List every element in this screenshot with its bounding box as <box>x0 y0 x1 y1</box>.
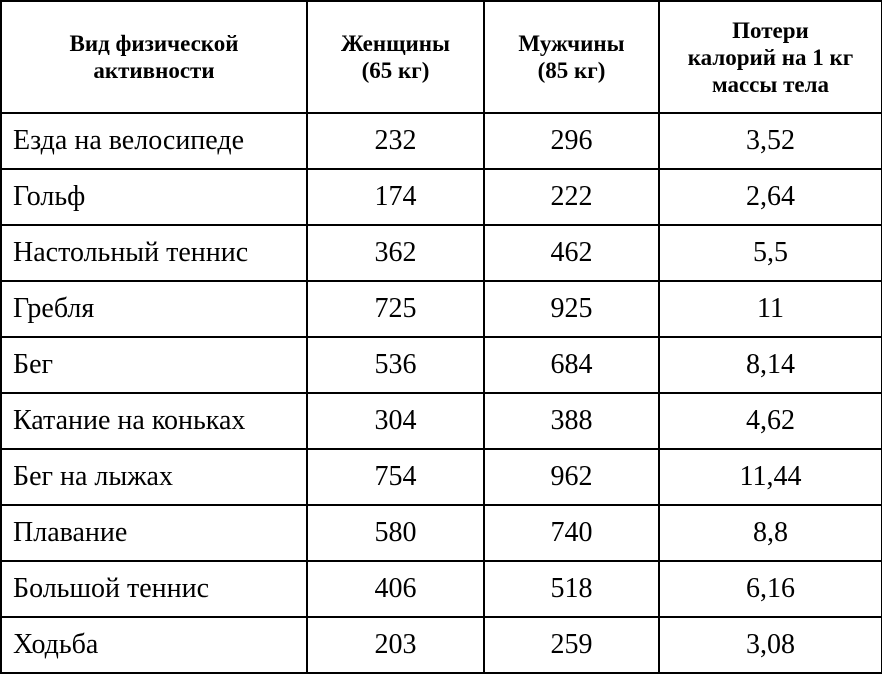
header-activity <box>1 1 307 113</box>
header-row <box>1 1 882 113</box>
header-men-line: (85 кг) <box>537 58 606 83</box>
loss-per-kg-cell: 2,64 <box>659 169 882 225</box>
women-value-cell: 362 <box>307 225 484 281</box>
men-value-cell: 222 <box>484 169 659 225</box>
women-value-cell: 754 <box>307 449 484 505</box>
women-value-cell: 580 <box>307 505 484 561</box>
header-women-line: (65 кг) <box>361 58 430 83</box>
header-men-line: Мужчины <box>518 31 625 56</box>
men-value-cell: 740 <box>484 505 659 561</box>
header-women-line: Женщины <box>341 31 450 56</box>
men-value-cell: 462 <box>484 225 659 281</box>
men-value-cell: 296 <box>484 113 659 169</box>
loss-per-kg-cell: 8,8 <box>659 505 882 561</box>
table-row <box>1 281 882 337</box>
loss-per-kg-cell: 11 <box>659 281 882 337</box>
men-value-cell: 518 <box>484 561 659 617</box>
loss-per-kg-cell: 4,62 <box>659 393 882 449</box>
table-row <box>1 505 882 561</box>
table-row <box>1 113 882 169</box>
header-women <box>307 1 484 113</box>
women-value-cell: 174 <box>307 169 484 225</box>
men-value-cell: 962 <box>484 449 659 505</box>
loss-per-kg-cell: 11,44 <box>659 449 882 505</box>
women-value-cell: 232 <box>307 113 484 169</box>
table-row <box>1 561 882 617</box>
loss-per-kg-cell: 3,52 <box>659 113 882 169</box>
men-value-cell: 388 <box>484 393 659 449</box>
activity-cell: Большой теннис <box>1 561 307 617</box>
table-row <box>1 337 882 393</box>
header-calorie-loss-line: калорий на 1 кг <box>687 44 854 70</box>
women-value-cell: 304 <box>307 393 484 449</box>
table-row <box>1 617 882 673</box>
activity-cell: Бег <box>1 337 307 393</box>
men-value-cell: 925 <box>484 281 659 337</box>
header-men <box>484 1 659 113</box>
activity-cell: Плавание <box>1 505 307 561</box>
activity-cell: Езда на велосипеде <box>1 113 307 169</box>
activity-cell: Гольф <box>1 169 307 225</box>
activity-cell: Настольный теннис <box>1 225 307 281</box>
header-activity-line: активности <box>93 58 215 83</box>
activity-cell: Бег на лыжах <box>1 449 307 505</box>
table-body <box>1 113 882 673</box>
women-value-cell: 725 <box>307 281 484 337</box>
men-value-cell: 684 <box>484 337 659 393</box>
header-calorie-loss <box>659 1 882 113</box>
women-value-cell: 536 <box>307 337 484 393</box>
loss-per-kg-cell: 3,08 <box>659 617 882 673</box>
header-calorie-loss-line: Потери <box>732 17 809 43</box>
table-row <box>1 449 882 505</box>
women-value-cell: 406 <box>307 561 484 617</box>
activity-cell: Катание на коньках <box>1 393 307 449</box>
activity-cell: Гребля <box>1 281 307 337</box>
activity-cell: Ходьба <box>1 617 307 673</box>
loss-per-kg-cell: 6,16 <box>659 561 882 617</box>
header-activity-line: Вид физической <box>69 31 239 56</box>
table-row <box>1 393 882 449</box>
loss-per-kg-cell: 8,14 <box>659 337 882 393</box>
loss-per-kg-cell: 5,5 <box>659 225 882 281</box>
table-row <box>1 169 882 225</box>
header-calorie-loss-line: массы тела <box>711 71 830 97</box>
women-value-cell: 203 <box>307 617 484 673</box>
table-row <box>1 225 882 281</box>
men-value-cell: 259 <box>484 617 659 673</box>
